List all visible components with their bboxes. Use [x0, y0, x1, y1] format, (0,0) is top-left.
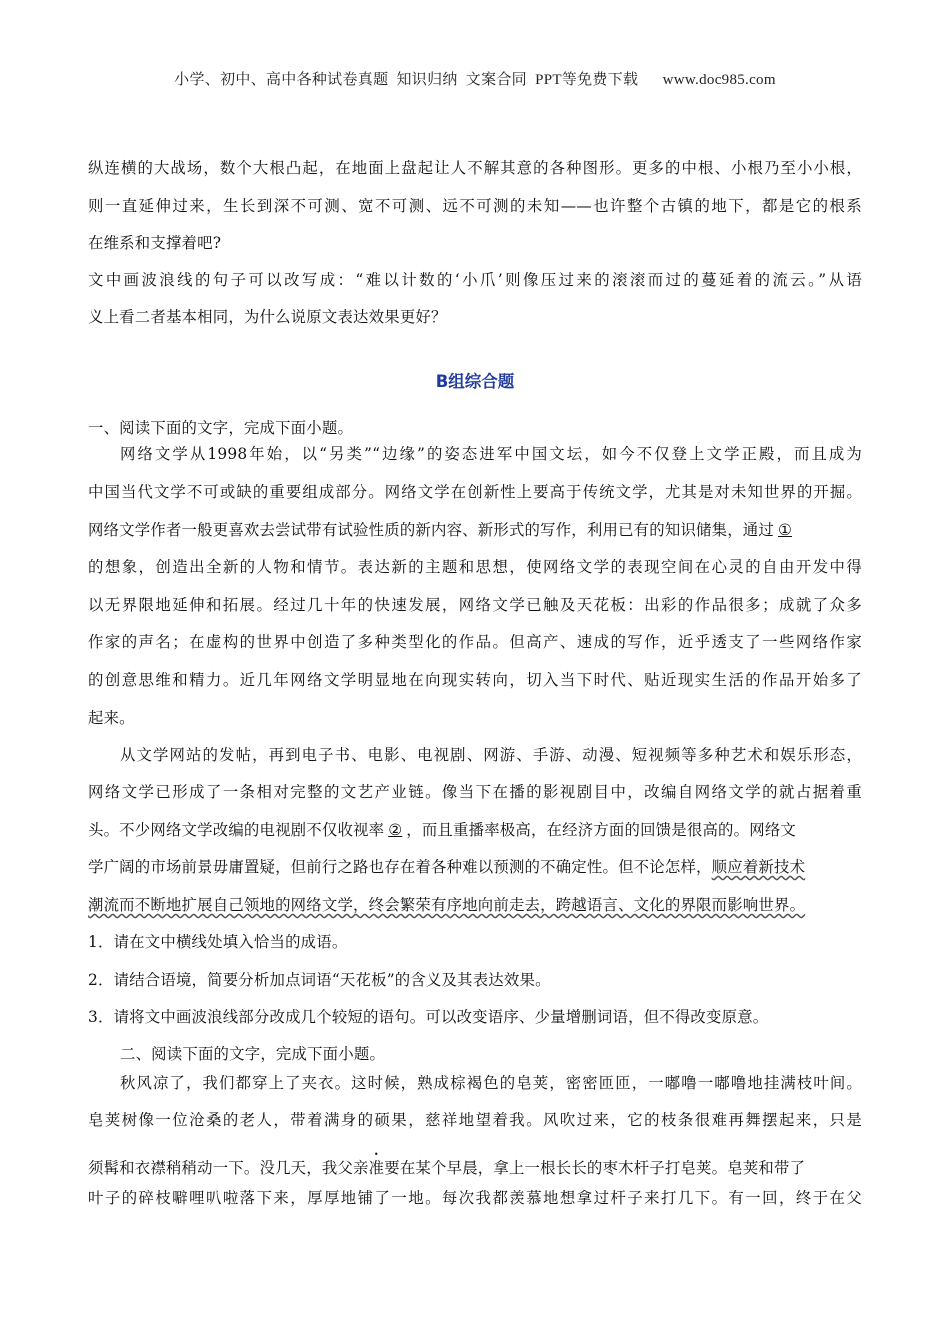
text-line: 的想象，创造出全新的人物和情节。表达新的主题和思想，使网络文学的表现空间在心灵的自由开发中得 [88, 558, 862, 576]
text-line: 在维系和支撑着吧? [88, 234, 222, 252]
text-line-with-blank [88, 520, 796, 540]
text-segment: 须髯和衣襟稍稍动一下。没几天，我父亲 [88, 1159, 369, 1177]
question-intro: 二、阅读下面的文字，完成下面小题。 [120, 1045, 386, 1063]
text-line: 叶子的碎枝噼哩叭啦落下来，厚厚地铺了一地。每次我都羡慕地想拿过杆子来打几下。有一回，终于在父 [88, 1189, 862, 1207]
fill-blank-2: ② [388, 821, 403, 839]
text-line: 中国当代文学不可或缺的重要组成部分。网络文学在创新性上要高于传统文学，尤其是对未知世界的开掘。 [88, 483, 862, 501]
text-segment: ，而且重播率极高，在经济方面的回馈是很高的。网络文 [406, 821, 797, 839]
text-line: 网络文学已形成了一条相对完整的文艺产业链。像当下在播的影视剧目中，改编自网络文学的就占据着重 [88, 783, 862, 801]
dotted-emphasis-word: 准 [368, 1159, 385, 1177]
page-header: 小学、初中、高中各种试卷真题 知识归纳 文案合同 PPT等免费下载 www.doc985.com [174, 72, 776, 88]
text-segment: 要在某个早晨，拿上一根长长的枣木杆子打皂荚。皂荚和带了 [384, 1159, 806, 1177]
question-item: 1．请在文中横线处填入恰当的成语。 [88, 933, 348, 951]
question-item: 2．请结合语境，简要分析加点词语“天花板”的含义及其表达效果。 [88, 971, 551, 989]
wavy-underlined-text: 顺应着新技术 [711, 858, 806, 876]
text-line: 秋风凉了，我们都穿上了夹衣。这时候，熟成棕褐色的皂荚，密密匝匝，一嘟噜一嘟噜地挂满枝叶间。 [120, 1074, 862, 1092]
text-line: 从文学网站的发帖，再到电子书、电影、电视剧、网游、手游、动漫、短视频等多种艺术和娱乐形态， [120, 746, 862, 764]
question-intro: 一、阅读下面的文字，完成下面小题。 [88, 419, 354, 437]
text-line [88, 1150, 805, 1178]
text-segment: 学广阔的市场前景毋庸置疑，但前行之路也存在着各种难以预测的不确定性。但不论怎样， [88, 858, 712, 876]
text-line: 的创意思维和精力。近几年网络文学明显地在向现实转向，切入当下时代、贴近现实生活的作品开始多了 [88, 671, 862, 689]
text-line-with-blank [88, 820, 796, 840]
text-line: 起来。 [88, 709, 135, 727]
text-line: 以无界限地延伸和拓展。经过几十年的快速发展，网络文学已触及天花板：出彩的作品很多；成就了众多 [88, 596, 862, 614]
text-line: 义上看二者基本相同，为什么说原文表达效果更好？ [88, 308, 447, 326]
question-item: 3．请将文中画波浪线部分改成几个较短的语句。可以改变语序、少量增删词语，但不得改变原意。 [88, 1008, 769, 1026]
text-line [88, 857, 805, 877]
section-title: B组综合题 [435, 372, 515, 391]
text-line: 作家的声名；在虚构的世界中创造了多种类型化的作品。但高产、速成的写作，近乎透支了一些网络作家 [88, 633, 862, 651]
text-line: 文中画波浪线的句子可以改写成：“难以计数的‘小爪’则像压过来的滚滚而过的蔓延着的流云。”从语 [88, 271, 862, 289]
wavy-underlined-text: 潮流而不断地扩展自己领地的网络文学，终会繁荣有序地向前走去，跨越语言、文化的界限而影响世界。 [88, 896, 806, 914]
text-line: 皂荚树像一位沧桑的老人，带着满身的硕果，慈祥地望着我。风吹过来，它的枝条很难再舞摆起来，只是 [88, 1111, 862, 1129]
fill-blank-1: ① [778, 521, 792, 539]
text-segment: 网络文学作者一般更喜欢去尝试带有试验性质的新内容、新形式的写作，利用已有的知识储集，通过 [88, 521, 774, 539]
text-segment: 头。不少网络文学改编的电视剧不仅收视率 [88, 821, 385, 839]
text-line: 纵连横的大战场，数个大根凸起，在地面上盘起让人不解其意的各种图形。更多的中根、小根乃至小小根， [88, 159, 862, 177]
text-line: 则一直延伸过来，生长到深不可测、宽不可测、远不可测的未知——也许整个古镇的地下，都是它的根系 [88, 197, 862, 215]
text-line [88, 895, 805, 915]
text-line: 网络文学从1998年始，以“另类”“边缘”的姿态进军中国文坛，如今不仅登上文学正殿，而且成为 [120, 445, 862, 463]
